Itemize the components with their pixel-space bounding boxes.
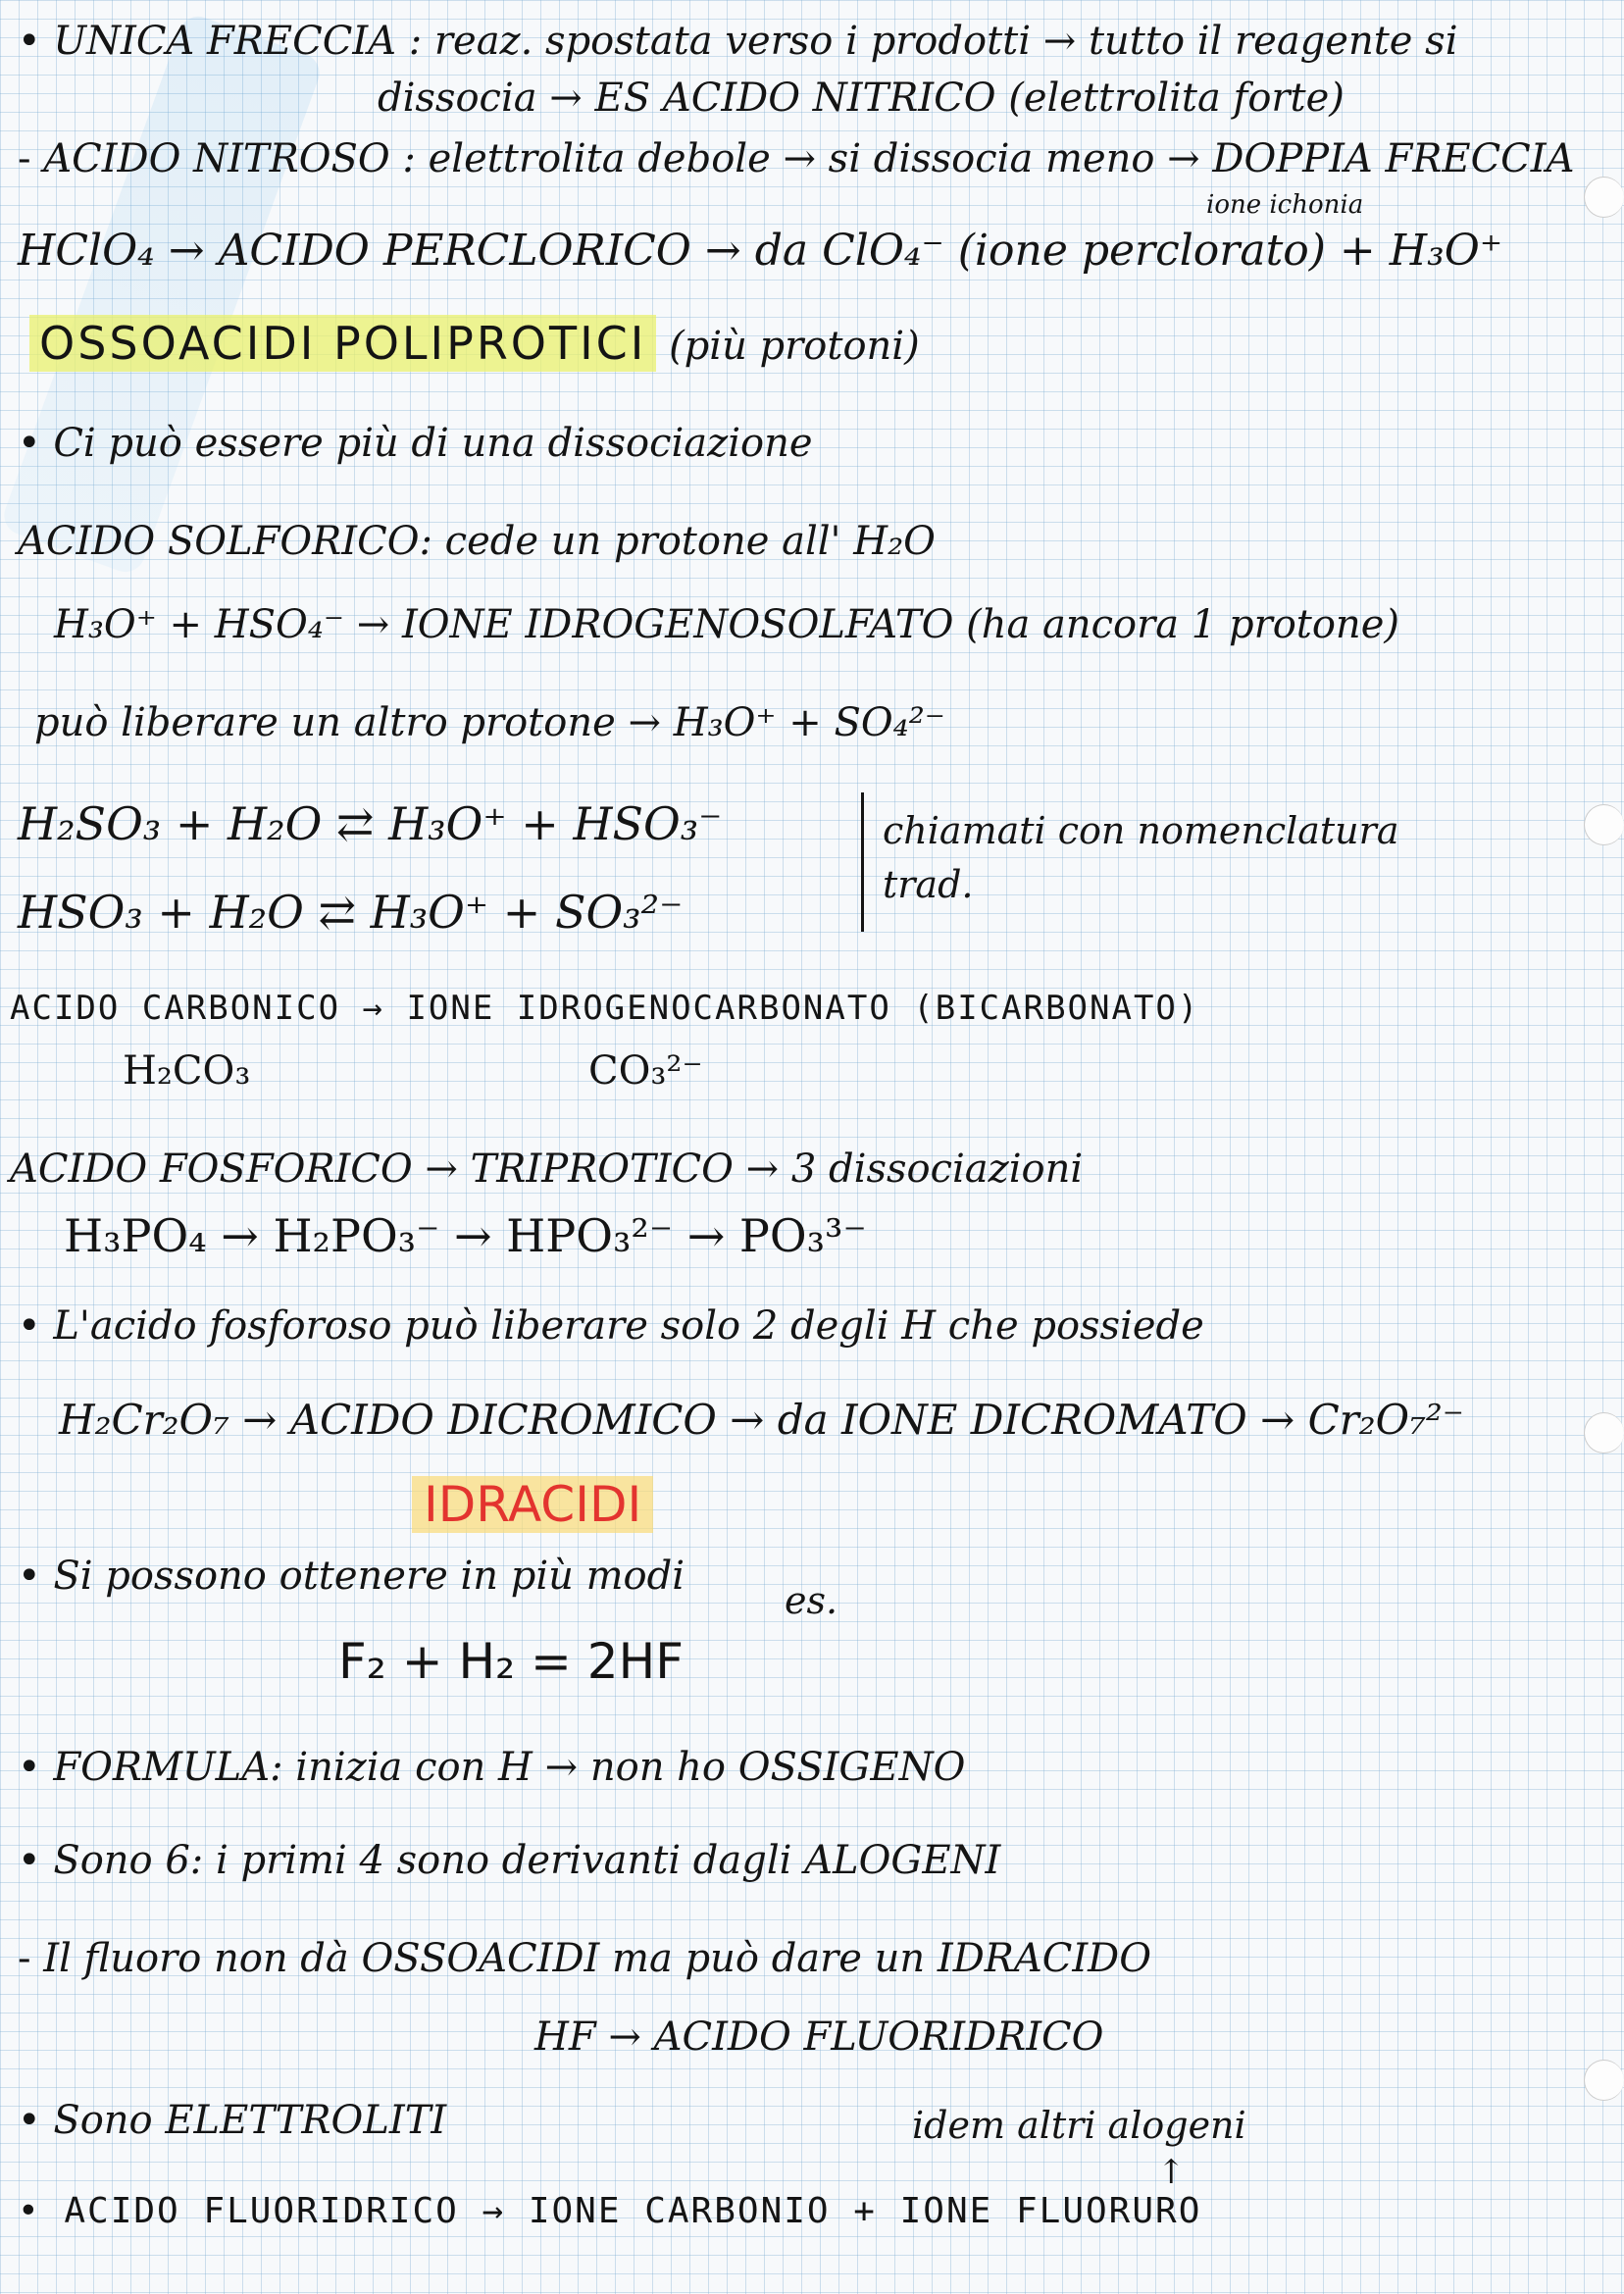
formula-line: H₂CO₃: [123, 1048, 251, 1094]
section-heading: [412, 1476, 653, 1533]
note-annotation: idem altri alogeni: [912, 2104, 1246, 2147]
note-line: ACIDO SOLFORICO: cede un protone all' H₂O: [18, 519, 936, 564]
binder-hole: [1584, 177, 1624, 218]
brace-note: trad.: [883, 863, 974, 906]
equation-line: H₂SO₃ + H₂O ⇄ H₃O⁺ + HSO₃⁻: [18, 797, 723, 850]
note-line: può liberare un altro protone → H₃O⁺ + SO₄²⁻: [34, 700, 945, 745]
section-title: IDRACIDI: [412, 1476, 653, 1533]
binder-hole: [1584, 1412, 1624, 1453]
binder-hole: [1584, 804, 1624, 845]
note-line: dissocia → ES ACIDO NITRICO (elettrolita forte): [378, 76, 1345, 121]
note-line: • UNICA FRECCIA : reaz. spostata verso i prodotti → tutto il reagente si: [18, 20, 1458, 63]
equation-line: F₂ + H₂ = 2HF: [338, 1633, 684, 1690]
equation-line: HSO₃ + H₂O ⇄ H₃O⁺ + SO₃²⁻: [18, 886, 684, 939]
note-line: • L'acido fosforoso può liberare solo 2 degli H che possiede: [18, 1304, 1204, 1348]
note-line: • Sono 6: i primi 4 sono derivanti dagli ALOGENI: [18, 1839, 1000, 1882]
note-line: • Ci può essere più di una dissociazione: [18, 422, 813, 465]
formula-line: H₂Cr₂O₇ → ACIDO DICROMICO → da IONE DICROMATO → Cr₂O₇²⁻: [59, 1396, 1464, 1444]
formula-line: HClO₄ → ACIDO PERCLORICO → da ClO₄⁻ (ione perclorato) + H₃O⁺: [18, 226, 1503, 276]
note-annotation: es.: [785, 1579, 838, 1622]
formula-line: H₃O⁺ + HSO₄⁻ → IONE IDROGENOSOLFATO (ha ancora 1 protone): [54, 602, 1399, 647]
section-heading: [29, 319, 920, 369]
binder-hole: [1584, 2060, 1624, 2101]
up-arrow-icon: ↑: [1157, 2153, 1186, 2192]
note-line: • ACIDO FLUORIDRICO → IONE CARBONIO + IONE FLUORURO: [18, 2192, 1201, 2231]
formula-line: HF → ACIDO FLUORIDRICO: [534, 2014, 1104, 2060]
note-line: - ACIDO NITROSO : elettrolita debole → si dissocia meno → DOPPIA FRECCIA: [18, 137, 1574, 180]
note-line: • Sono ELETTROLITI: [18, 2099, 446, 2142]
formula-line: H₃PO₄ → H₂PO₃⁻ → HPO₃²⁻ → PO₃³⁻: [64, 1209, 867, 1262]
formula-line: CO₃²⁻: [588, 1048, 703, 1094]
note-annotation: ione ichonia: [1206, 190, 1364, 220]
note-line: • Si possono ottenere in più modi: [18, 1555, 685, 1598]
watermark-logo: [0, 11, 325, 578]
note-line: • FORMULA: inizia con H → non ho OSSIGENO: [18, 1746, 965, 1789]
section-title: OSSOACIDI POLIPROTICI: [29, 315, 656, 372]
note-line: - Il fluoro non dà OSSOACIDI ma può dare un IDRACIDO: [18, 1937, 1151, 1980]
note-line: ACIDO FOSFORICO → TRIPROTICO → 3 dissociazioni: [10, 1147, 1084, 1192]
note-line: ACIDO CARBONICO → IONE IDROGENOCARBONATO (BICARBONATO): [10, 989, 1200, 1028]
brace: [843, 792, 864, 932]
section-subtitle: (più protoni): [669, 324, 920, 369]
brace-note: chiamati con nomenclatura: [883, 809, 1399, 852]
